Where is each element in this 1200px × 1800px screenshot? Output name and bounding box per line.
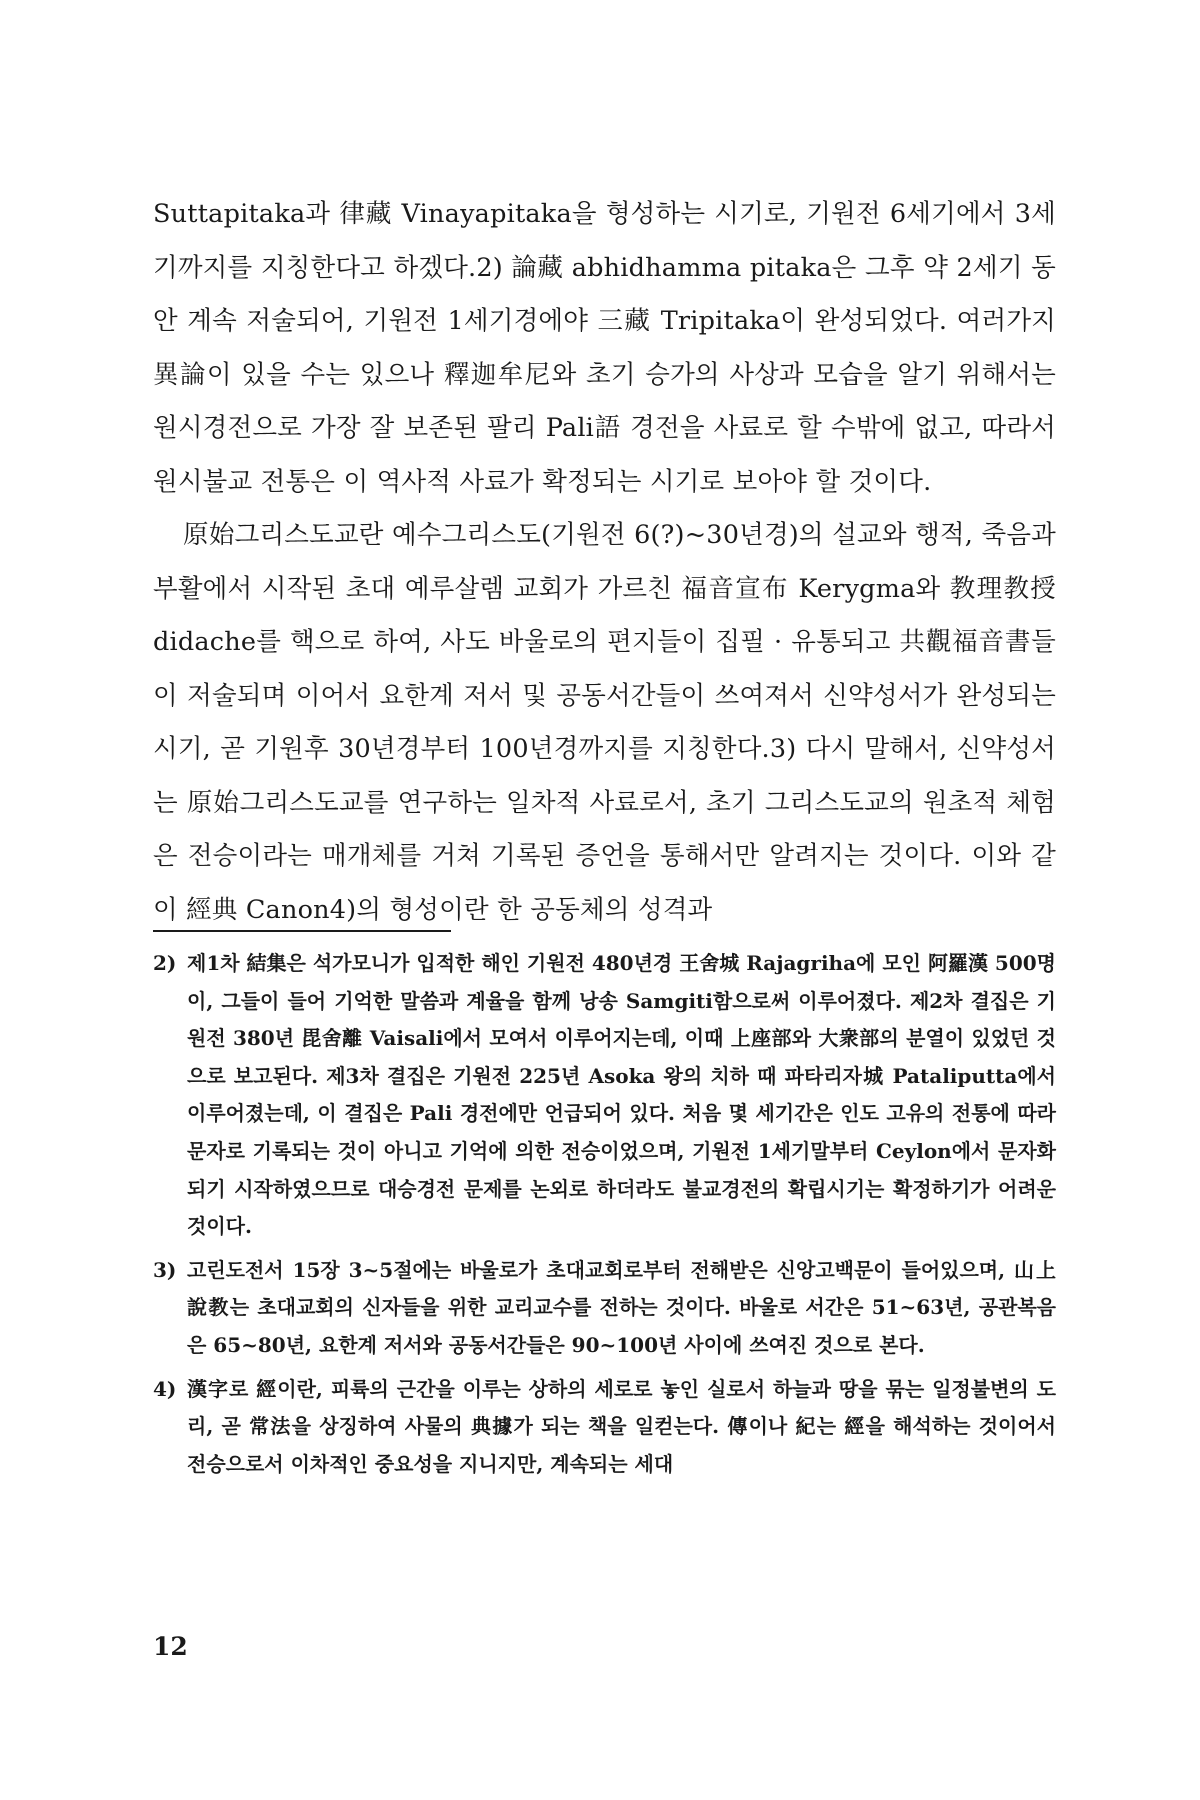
footnote-2 — [153, 945, 1056, 1246]
footnote-divider — [153, 930, 451, 932]
page-number: 12 — [153, 1632, 188, 1661]
footnote-text: 漢字로 經이란, 피륙의 근간을 이루는 상하의 세로로 놓인 실로서 하늘과 땅을 묶는 일정불변의 도리, 곧 常法을 상징하여 사물의 典據가 되는 책을 일컫는다. 傳이나 紀는 經을 해석하는 것이어서 전승으로서 이차적인 중요성을 지니지만, 계속되는 세대 — [187, 1376, 1056, 1476]
footnotes — [153, 945, 1056, 1489]
footnote-number: 2) — [153, 951, 177, 975]
footnote-number: 4) — [153, 1376, 177, 1401]
footnote-number: 3) — [153, 1257, 177, 1282]
footnote-4 — [153, 1371, 1056, 1484]
paragraph-1: Suttapitaka과 律藏 Vinayapitaka을 형성하는 시기로, 기원전 6세기에서 3세기까지를 지칭한다고 하겠다.2) 論藏 abhidhamma pitaka은 그후 약 2세기 동안 계속 저술되어, 기원전 1세기경에야 三藏 Tripitaka이 완성되었다. 여러가지 異論이 있을 수는 있으나 釋迦牟尼와 초기 승가의 사상과 모습을 알기 위해서는 원시경전으로 가장 잘 보존된 팔리 Pali語 경전을 사료로 할 수밖에 없고, 따라서 원시불교 전통은 이 역사적 사료가 확정되는 시기로 보아야 할 것이다. — [153, 199, 1056, 497]
footnote-text: 제1차 結集은 석가모니가 입적한 해인 기원전 480년경 王舍城 Rajagriha에 모인 阿羅漢 500명이, 그들이 들어 기억한 말씀과 계율을 함께 낭송 Samgiti함으로써 이루어졌다. 제2차 결집은 기원전 380년 毘舍離 Vaisali에서 모여서 이루어지는데, 이때 上座部와 大衆部의 분열이 있었던 것으로 보고된다. 제3차 결집은 기원전 225년 Asoka 왕의 치하 때 파타리자城 Pataliputta에서 이루어졌는데, 이 결집은 Pali 경전에만 언급되어 있다. 처음 몇 세기간은 인도 고유의 전통에 따라 문자로 기록되는 것이 아니고 기억에 의한 전승이었으며, 기원전 1세기말부터 Ceylon에서 문자화되기 시작하였으므로 대승경전 문제를 논외로 하더라도 불교경전의 확립시기는 확정하기가 어려운 것이다. — [187, 951, 1056, 1239]
footnote-text: 고린도전서 15장 3~5절에는 바울로가 초대교회로부터 전해받은 신앙고백문이 들어있으며, 山上說教는 초대교회의 신자들을 위한 교리교수를 전하는 것이다. 바울로 서간은 51~63년, 공관복음은 65~80년, 요한계 저서와 공동서간들은 90~100년 사이에 쓰여진 것으로 본다. — [187, 1257, 1056, 1357]
footnote-3 — [153, 1252, 1056, 1365]
main-text — [153, 188, 1056, 937]
paragraph-2: 原始그리스도교란 예수그리스도(기원전 6(?)~30년경)의 설교와 행적, 죽음과 부활에서 시작된 초대 예루살렘 교회가 가르친 福音宣布 Kerygma와 教理教授 didache를 핵으로 하여, 사도 바울로의 편지들이 집필 · 유통되고 共觀福音書들이 저술되며 이어서 요한계 저서 및 공동서간들이 쓰여져서 신약성서가 완성되는 시기, 곧 기원후 30년경부터 100년경까지를 지칭한다.3) 다시 말해서, 신약성서는 原始그리스도교를 연구하는 일차적 사료로서, 초기 그리스도교의 원초적 체험은 전승이라는 매개체를 거쳐 기록된 증언을 통해서만 알려지는 것이다. 이와 같이 經典 Canon4)의 형성이란 한 공동체의 성격과 — [153, 520, 1056, 925]
